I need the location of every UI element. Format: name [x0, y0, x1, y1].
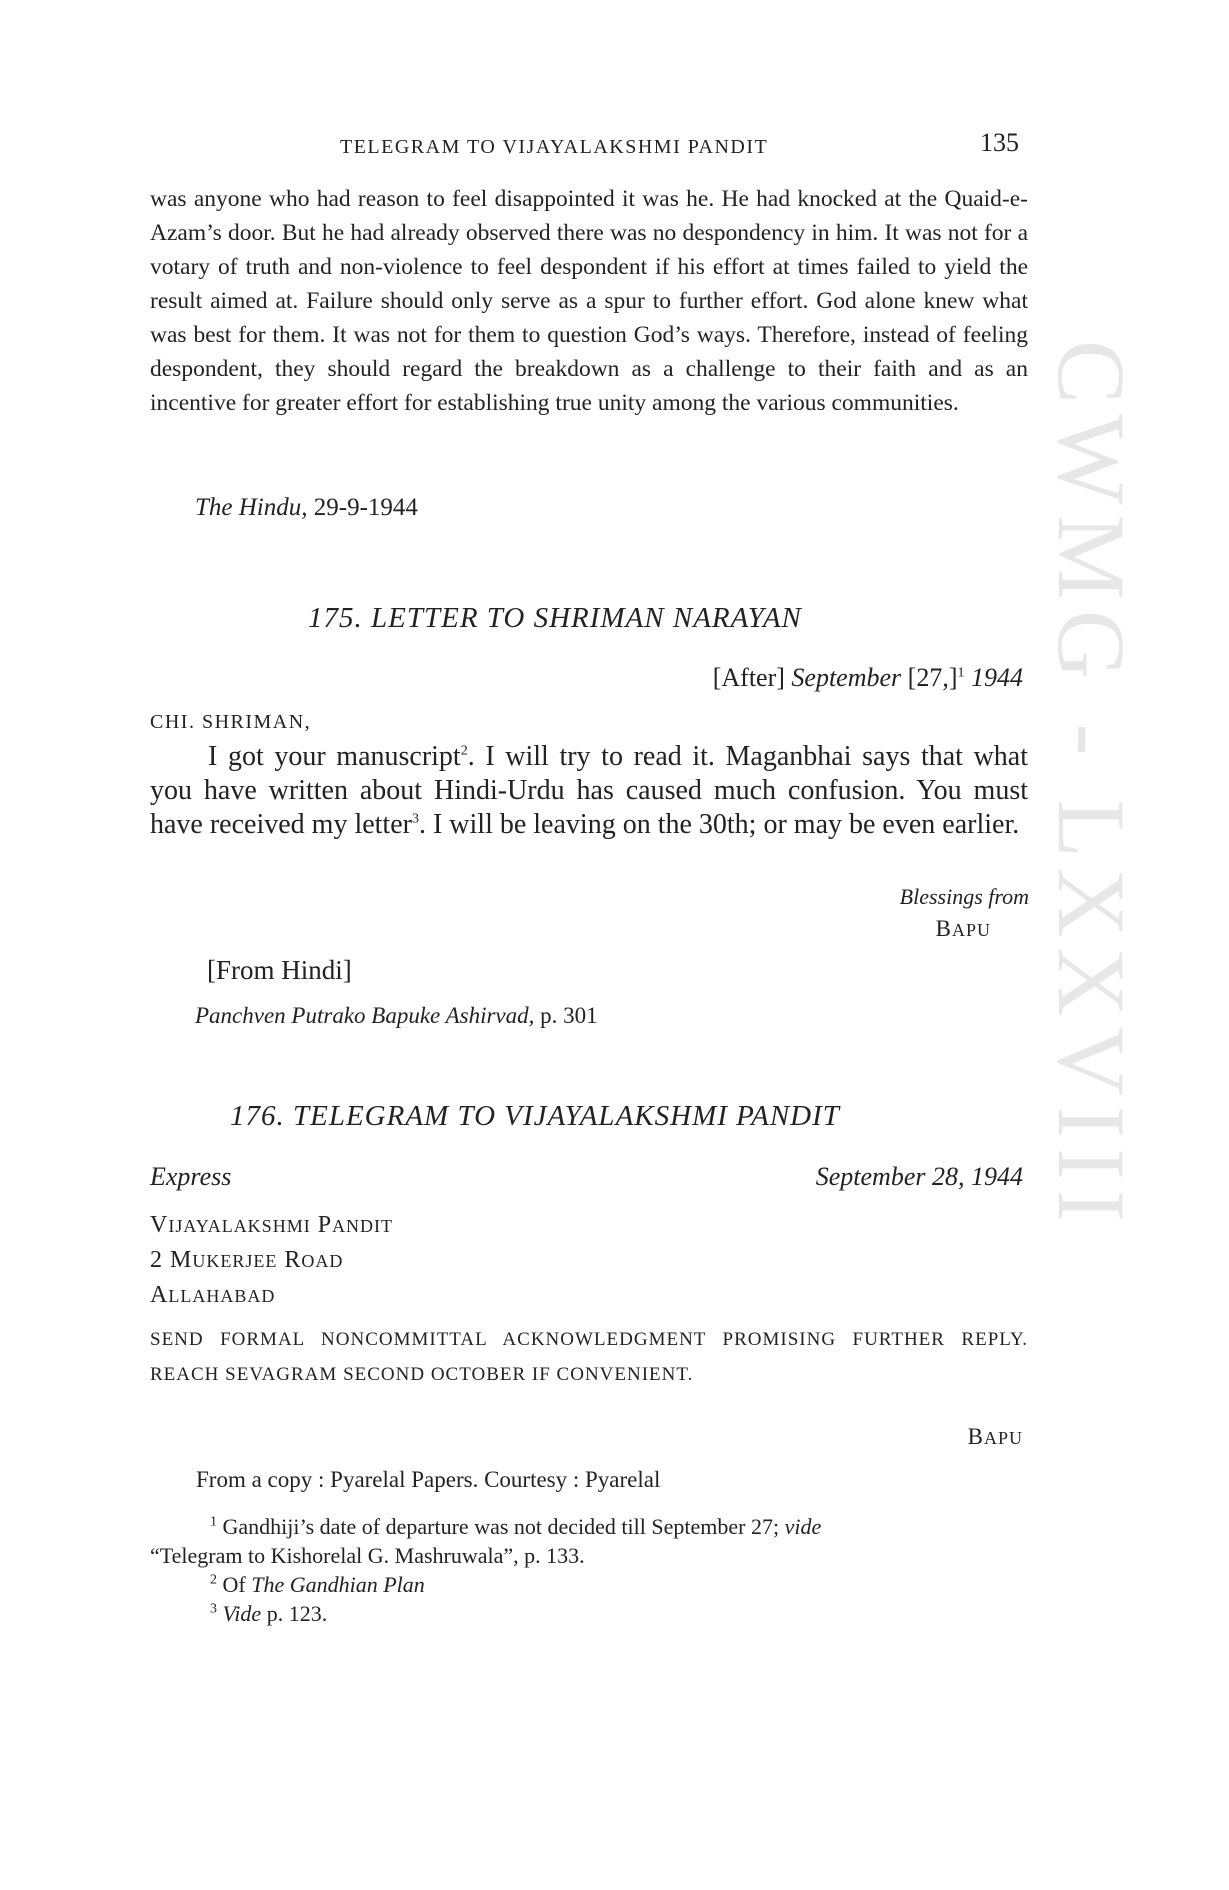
opening-paragraph: was anyone who had reason to feel disappointed it was he. He had knocked at the Quaid-e-Azam’s door. But he had already observed there was no despondency in him. It was not for a votary of truth and non-violence to feel despondent if his effort at times failed to yield the result aimed at. Failure should only serve as a spur to further effort. God alone knew what was best for them. It was not for them to question God’s ways. Therefore, instead of feeling despondent, they should regard the breakdown as a challenge to their faith and as an incentive for greater effort for establishing true unity among the various communities.: [150, 186, 1028, 416]
footnote-2: $^2$ Of The Gandhian Plan: [210, 1572, 425, 1597]
telegram-body: SEND FORMAL NONCOMMITTAL ACKNOWLEDGMENT PROMISING FURTHER REPLY. REACH SEVAGRAM SECOND OCTOBER IF CONVENIENT.: [150, 1329, 1028, 1385]
address-line: 2 MUKERJEE ROAD: [150, 1247, 344, 1273]
heading-176: 176. TELEGRAM TO VIJAYALAKSHMI PANDIT: [230, 1100, 840, 1132]
running-header: TELEGRAM TO VIJAYALAKSHMI PANDIT: [340, 136, 769, 158]
heading-175: 175. LETTER TO SHRIMAN NARAYAN: [308, 602, 802, 634]
address-line: ALLAHABAD: [150, 1282, 276, 1308]
source-175: Panchven Putrako Bapuke Ashirvad, p. 301: [195, 1003, 598, 1028]
dateline-176: September 28, 1944: [815, 1162, 1023, 1191]
from-language-note: [From Hindi]: [207, 955, 352, 985]
footnote-mark-3: 3: [411, 811, 419, 827]
footnote-1: $^1$ Gandhiji’s date of departure was not decided till September 27; vide: [210, 1514, 822, 1539]
telegram-mode: Express: [150, 1162, 232, 1191]
signature-175: BAPU: [935, 916, 991, 941]
source-publication: The Hindu,: [195, 494, 308, 521]
closing-blessings: Blessings from: [899, 884, 1029, 909]
watermark: CWMG - LXXVIII: [1038, 340, 1145, 1232]
page-number: 135: [980, 128, 1019, 157]
telegram-address: [150, 1208, 393, 1313]
footnote-1-continued: “Telegram to Kishorelal G. Mashruwala”, p. 133.: [150, 1543, 585, 1568]
letter-body: I got your manuscript$^2$. I will try to read it. Maganbhai says that what you have written about Hindi-Urdu has caused much confusion. You must have received my letter$^3$. I will be leaving on the 30th; or may be even earlier.: [150, 741, 1028, 840]
opening-source: [195, 494, 418, 522]
footnote-mark-2: 2: [460, 743, 468, 759]
footnote-mark-1: 1: [957, 665, 965, 681]
source-date: 29-9-1944: [307, 494, 418, 521]
telegram-source: From a copy : Pyarelal Papers. Courtesy : Pyarelal: [196, 1467, 661, 1492]
address-line: VIJAYALAKSHMI PANDIT: [150, 1212, 394, 1238]
dateline-175: [After] September $[27,]^1$ 1944: [712, 663, 1023, 692]
footnote-3: $^3$ Vide p. 123.: [210, 1601, 328, 1626]
footnotes: [150, 1512, 1028, 1628]
signature-176: BAPU: [967, 1424, 1023, 1449]
salutation: CHI. SHRIMAN,: [150, 711, 312, 733]
